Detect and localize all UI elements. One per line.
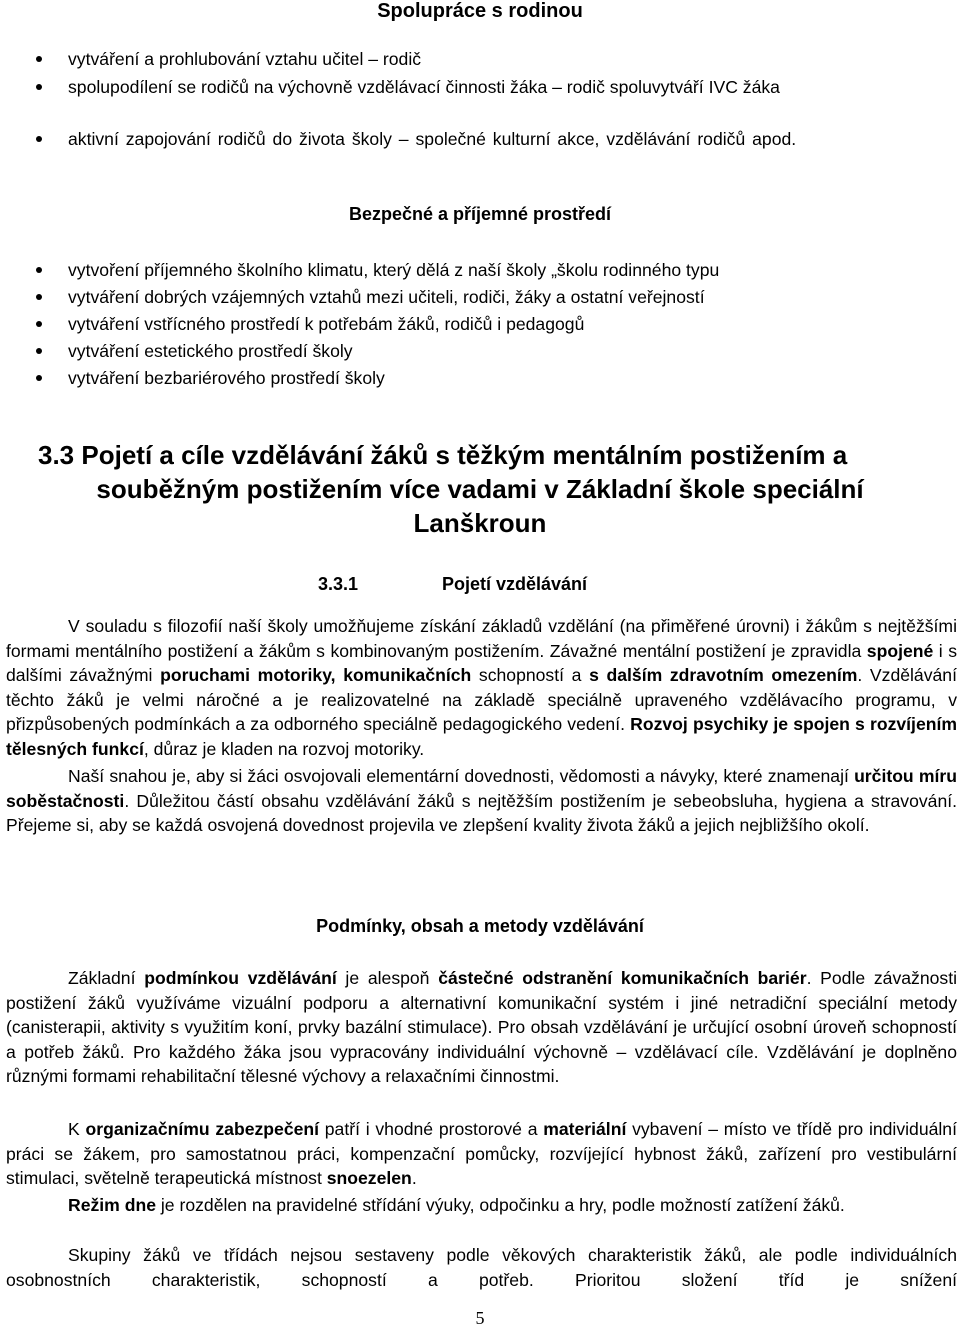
list-item: vytváření estetického prostředí školy (0, 339, 960, 366)
bullet-icon (36, 375, 42, 381)
list-item: vytváření vstřícného prostředí k potřebám žáků, rodičů i pedagogů (0, 312, 960, 339)
paragraph-rezim: Režim dne je rozdělen na pravidelné střídání výuky, odpočinku a hry, podle možností zatížení žáků. (68, 1195, 845, 1215)
paragraph-organizace: K organizačnímu zabezpečení patří i vhodné prostorové a materiální vybavení – místo ve třídě pro individuální práci se žákem, pro samostatnou práci, kompenzační pomůcky, rozvíjející hybnost žáků, zařízení pro vestibulární stimulaci, světelně terapeutická místnost snoezelen. (6, 1119, 957, 1189)
list-item: vytváření dobrých vzájemných vztahů mezi učiteli, rodiči, žáky a ostatní veřejností (0, 285, 960, 312)
list-item: aktivní zapojování rodičů do života školy – společné kulturní akce, vzdělávání rodičů apod. (0, 127, 960, 179)
list-item: vytvoření příjemného školního klimatu, který dělá z naší školy „školu rodinného typu (0, 258, 960, 285)
subchapter-number: 3.3.1 (318, 574, 359, 594)
bullet-icon (36, 348, 42, 354)
paragraph-skupiny: Skupiny žáků ve třídách nejsou sestaveny podle věkových charakteristik žáků, ale podle individuálních osobnostních charakteristik, schopností a potřeb. Prioritou složení tříd je snížení (6, 1245, 957, 1290)
paragraph-snaha: Naší snahou je, aby si žáci osvojovali elementární dovednosti, vědomosti a návyky, které znamenají určitou míru soběstačnosti. Důležitou částí obsahu vzdělávání žáků s nejtěžším postižením je sebeobsluha, hygiena a stravování. Přejeme si, aby se každá osvojená dovednost projevila ve zlepšení kvality života žáků a jejich nejbližšího okolí. (6, 766, 957, 836)
subchapter-title: Pojetí vzdělávání (442, 574, 588, 594)
bullet-icon (36, 136, 42, 142)
paragraph-pojeti: V souladu s filozofií naší školy umožňujeme získání základů vzdělání (na přiměřené úrovni) i žákům s nejtěžšími formami mentálního postižení a žákům s kombinovaným postižením. Závažné mentální postižení je zpravidla spojené i s dalšími závažnými poruchami motoriky, komunikačních schopností a s dalším zdravotním omezením. Vzdělávání těchto žáků je velmi náročné a je realizovatelné na základě speciálně upraveného vzdělávacího programu, v přizpůsobených podmínkách a za odborného speciálně pedagogického vedení. Rozvoj psychiky je spojen s rozvíjením tělesných funkcí, důraz je kladen na rozvoj motoriky. (6, 616, 958, 759)
page-number: 5 (475, 1308, 485, 1328)
list-item: vytváření bezbariérového prostředí školy (0, 366, 960, 393)
section-title-bezpecne: Bezpečné a příjemné prostředí (348, 204, 612, 224)
paragraph-podminky: Základní podmínkou vzdělávání je alespoň částečné odstranění komunikačních bariér. Podle závažnosti postižení žáků využíváme vizuální podporu a alternativní komunikační systém i jiné netradiční speciální metody (canisterapii, aktivity s využitím koní, prvky bazální stimulace). Pro obsah vzdělávání je určující osobní úroveň schopností a potřeb žáků. Pro každého žáka jsou vypracovány individuální výchovně – vzdělávací cíle. Vzdělávání je doplněno různými formami rehabilitační tělesné výchovy a relaxačními činnostmi. (6, 968, 957, 1087)
list-item: vytváření a prohlubování vztahu učitel – rodič (0, 47, 960, 75)
bullet-icon (36, 56, 42, 62)
chapter-title-line1: Pojetí a cíle vzdělávání žáků s těžkým mentálním postižením a (81, 440, 848, 470)
list-item: spolupodílení se rodičů na výchovně vzdělávací činnosti žáka – rodič spoluvytváří IVC žáka (0, 75, 960, 127)
bullet-icon (36, 321, 42, 327)
bullet-icon (36, 267, 42, 273)
chapter-title-line3: Lanškroun (413, 508, 547, 538)
chapter-heading (38, 438, 958, 540)
chapter-number: 3.3 (38, 440, 75, 470)
section-title-spoluprace: Spolupráce s rodinou (377, 0, 583, 22)
section-title-podminky: Podmínky, obsah a metody vzdělávání (316, 916, 644, 936)
chapter-title-line2: souběžným postižením více vadami v Základní škole speciální (96, 474, 864, 504)
bullet-icon (36, 294, 42, 300)
bullet-icon (36, 84, 42, 90)
bullet-list-spoluprace (0, 47, 960, 179)
bullet-list-prostredi (0, 258, 960, 393)
